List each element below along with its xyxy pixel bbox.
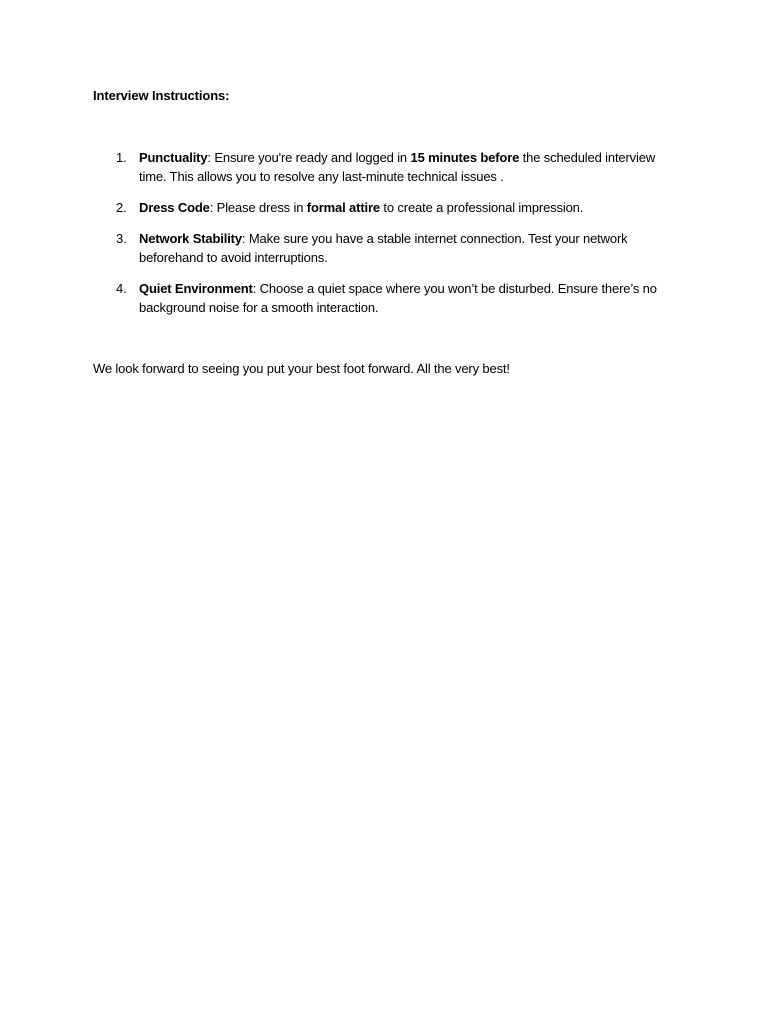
instructions-list bbox=[93, 148, 673, 329]
list-item-punctuality bbox=[93, 148, 673, 186]
list-item-dress-code bbox=[93, 198, 673, 217]
list-item-text: : Make sure you have a stable internet connection. Test your network beforehand to avoid interruptions. bbox=[139, 231, 628, 265]
list-item-text: : Choose a quiet space where you won’t be disturbed. Ensure there’s no background noise for a smooth interaction. bbox=[139, 281, 657, 315]
list-item-number: 2. bbox=[116, 200, 127, 215]
list-item-number: 4. bbox=[116, 281, 127, 296]
list-item-network-stability bbox=[93, 229, 673, 267]
list-item-emphasis: formal attire bbox=[306, 200, 380, 215]
list-item-quiet-environment bbox=[93, 279, 673, 317]
list-item-number: 1. bbox=[116, 150, 127, 165]
list-item-title: Punctuality bbox=[139, 150, 208, 165]
list-item-emphasis: 15 minutes before bbox=[410, 150, 520, 165]
document-heading: Interview Instructions: bbox=[93, 88, 230, 103]
list-item-text: the scheduled interview time. This allows you to resolve any last-minute technical issues . bbox=[139, 150, 656, 184]
list-item-number: 3. bbox=[116, 231, 127, 246]
list-item-text: : Please dress in bbox=[209, 200, 307, 215]
list-item-title: Dress Code bbox=[139, 200, 210, 215]
list-item-title: Network Stability bbox=[139, 231, 242, 246]
list-item-text: : Ensure you're ready and logged in bbox=[207, 150, 411, 165]
list-item-text: to create a professional impression. bbox=[379, 200, 584, 215]
closing-paragraph: We look forward to seeing you put your best foot forward. All the very best! bbox=[93, 361, 510, 376]
list-item-title: Quiet Environment bbox=[139, 281, 253, 296]
